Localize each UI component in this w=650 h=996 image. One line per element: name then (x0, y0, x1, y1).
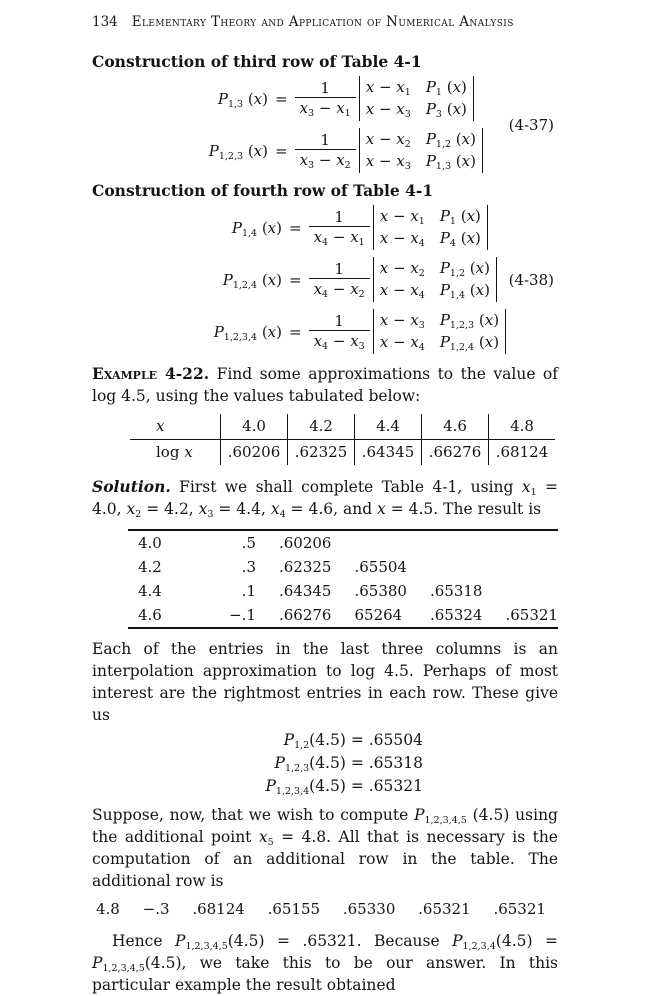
table-cell: .3 (241, 558, 256, 576)
table-cell: −.1 (229, 606, 256, 624)
paragraph-entries: Each of the entries in the last three columns is an interpolation approximation to log 4.5. Perhaps of most interest are the rightmost entries in each row. These give us (92, 640, 558, 724)
table-row (130, 440, 555, 466)
table-cell: .68124 (495, 443, 549, 461)
table-cell: 4.6 (138, 606, 162, 624)
table-row (128, 555, 558, 579)
table-cell (482, 530, 558, 555)
table-row (128, 530, 558, 555)
result-p123: $P_{1,2,3}(4.5) = .65318$ (274, 754, 423, 774)
determinant-column (380, 207, 425, 248)
table-cell: 65264 (354, 606, 403, 624)
paragraph-hence: Hence $P_{1,2,3,4,5}(4.5) = .65321$. Because $P_{1,2,3,4}(4.5) = P_{1,2,3,4,5}(4.5)$, we take this to be our answer. In this particular example the result obtained (92, 932, 558, 994)
page-header (92, 14, 558, 30)
fraction (309, 313, 370, 350)
table-cell: .65380 (354, 582, 407, 600)
table-cell: .65504 (354, 558, 407, 576)
equals-sign: = (289, 322, 302, 341)
equals-sign: = (289, 270, 302, 289)
result-p1234: $P_{1,2,3,4}(4.5) = .65321$ (265, 777, 423, 797)
table-cell: .60206 (221, 440, 288, 466)
equation-p1234 (180, 309, 558, 354)
equation-number-4-38: (4-38) (508, 270, 554, 289)
table-cell: 4.2 (138, 558, 162, 576)
determinant (373, 309, 506, 354)
heading-fourth-row: Construction of fourth row of Table 4-1 (92, 181, 434, 200)
fraction-numerator: 1 (334, 208, 344, 226)
table-row (128, 579, 558, 603)
determinant-cell: $P_{1,2}$ (x) (439, 259, 490, 279)
determinant-column (380, 311, 425, 352)
determinant-column (426, 130, 476, 171)
determinant-cell: $x - x_4$ (379, 281, 425, 301)
paragraph-solution: Solution. First we shall complete Table 4-1, using $x_1 = 4.0$, $x_2 = 4.2$, $x_3 = 4.4$, $x_4 = 4.6$, and x = 4.5. The result is (92, 477, 558, 520)
paragraph-suppose: Suppose, now, that we wish to compute $P_{1,2,3,4,5}$ (4.5) using the additional point $x_5 = 4.8$. All that is necessary is the computation of an additional row in the table. The additional row is (92, 806, 558, 890)
table-cell: .66276 (278, 606, 332, 624)
determinant-cell: $P_{1,4}$ (x) (439, 281, 490, 301)
table-row (130, 414, 555, 440)
determinant-cell: $P_{1,2}$ (x) (425, 130, 476, 150)
determinant-cell: $x - x_2$ (365, 130, 411, 150)
table-cell: 4.0 (138, 534, 162, 552)
row-value: .65321 (493, 900, 546, 918)
determinant-cell: $x - x_2$ (379, 259, 425, 279)
fraction-numerator: 1 (320, 79, 330, 97)
equals-sign: = (289, 218, 302, 237)
determinant-cell: $x - x_1$ (365, 78, 411, 98)
row-value: −.3 (142, 900, 170, 918)
additional-table-row (96, 900, 546, 918)
fraction-denominator: $x_3 - x_2$ (295, 149, 356, 169)
table-cell (407, 555, 483, 579)
determinant-cell: $x - x_1$ (379, 207, 425, 227)
row-value: 4.8 (96, 900, 120, 918)
determinant-cell: $P_4$ (x) (439, 229, 481, 249)
fraction (295, 132, 356, 169)
fraction-denominator: $x_4 - x_1$ (309, 226, 370, 246)
equals-sign: = (275, 89, 288, 108)
row-value: .65321 (418, 900, 471, 918)
interpolation-table (128, 529, 558, 629)
table-cell (331, 530, 407, 555)
table-cell: 4.4 (355, 414, 422, 440)
table-cell (482, 579, 558, 603)
determinant-cell: $P_1$ (x) (425, 78, 467, 98)
determinant-column (440, 259, 490, 300)
table-cell: .1 (241, 582, 256, 600)
row-value: .65330 (342, 900, 396, 918)
table-cell: .65324 (429, 606, 483, 624)
equation-p123 (180, 128, 558, 173)
determinant-column (366, 130, 411, 171)
fraction (309, 261, 370, 298)
equation-block-4-38 (92, 205, 558, 354)
equation-lhs: $P_{1,4}$ (x) (231, 218, 282, 239)
determinant-column (440, 207, 481, 248)
determinant-column (426, 78, 467, 119)
heading-third-row: Construction of third row of Table 4-1 (92, 52, 422, 71)
determinant-cell: $P_{1,2,3}$ (x) (439, 311, 500, 331)
equation-lhs: $P_{1,2,3}$ (x) (208, 141, 268, 162)
table-cell: .65321 (505, 606, 558, 624)
row-value: .65155 (267, 900, 321, 918)
equation-block-4-37 (92, 76, 558, 173)
equation-column (180, 76, 558, 173)
log-values-table (130, 414, 555, 465)
determinant-cell: $x - x_4$ (379, 229, 425, 249)
equation-column (180, 205, 558, 354)
table-cell: 4.8 (489, 414, 556, 440)
fraction (309, 209, 370, 246)
equals-sign: = (275, 141, 288, 160)
determinant-cell: $P_3$ (x) (425, 100, 467, 120)
table-cell: .62325 (288, 440, 355, 466)
determinant-cell: $x - x_3$ (365, 152, 411, 172)
table-cell: 4.4 (138, 582, 162, 600)
page-number: 134 (92, 14, 118, 30)
row-label-x: x (130, 414, 221, 440)
equation-lhs: $P_{1,2,3,4}$ (x) (213, 322, 282, 343)
fraction-numerator: 1 (334, 312, 344, 330)
table-cell (407, 530, 483, 555)
table-cell: 4.0 (221, 414, 288, 440)
fraction-numerator: 1 (334, 260, 344, 278)
displayed-results (92, 729, 558, 798)
table-cell: .66276 (422, 440, 489, 466)
running-title: Elementary Theory and Application of Numerical Analysis (131, 14, 514, 30)
row-value: .68124 (192, 900, 245, 918)
fraction-denominator: $x_3 - x_1$ (295, 97, 356, 117)
equation-lhs: $P_{1,3}$ (x) (217, 89, 268, 110)
equation-p14 (180, 205, 558, 250)
fraction (295, 80, 356, 117)
table-cell: .64345 (278, 582, 332, 600)
table-row (128, 603, 558, 628)
table-cell: .65318 (429, 582, 483, 600)
fraction-denominator: $x_4 - x_2$ (309, 278, 370, 298)
determinant (359, 128, 483, 173)
determinant (373, 205, 488, 250)
determinant-column (380, 259, 425, 300)
determinant-column (440, 311, 499, 352)
fraction-numerator: 1 (320, 131, 330, 149)
paragraph-example: Example 4-22. Find some approximations to the value of log 4.5, using the values tabulated below: (92, 364, 558, 405)
result-p12: $P_{1,2}(4.5) = .65504$ (283, 731, 423, 751)
equation-p13 (180, 76, 558, 121)
equation-p124 (180, 257, 558, 302)
determinant-cell: $x - x_4$ (379, 333, 425, 353)
determinant-cell: $P_{1,3}$ (x) (425, 152, 476, 172)
equation-lhs: $P_{1,2,4}$ (x) (222, 270, 282, 291)
determinant-cell: $x - x_3$ (365, 100, 411, 120)
determinant (359, 76, 474, 121)
table-cell: 4.2 (288, 414, 355, 440)
row-label-logx: log x (130, 440, 221, 466)
determinant-column (366, 78, 411, 119)
determinant (373, 257, 497, 302)
table-cell: .60206 (278, 534, 332, 552)
determinant-cell: $x - x_3$ (379, 311, 425, 331)
table-cell: 4.6 (422, 414, 489, 440)
table-cell: .5 (241, 534, 256, 552)
equation-number-4-37: (4-37) (508, 115, 554, 134)
determinant-cell: $P_1$ (x) (439, 207, 481, 227)
fraction-denominator: $x_4 - x_3$ (309, 330, 370, 350)
table-cell: .64345 (355, 440, 422, 466)
table-cell: .62325 (278, 558, 332, 576)
determinant-cell: $P_{1,2,4}$ (x) (439, 333, 500, 353)
table-cell (482, 555, 558, 579)
